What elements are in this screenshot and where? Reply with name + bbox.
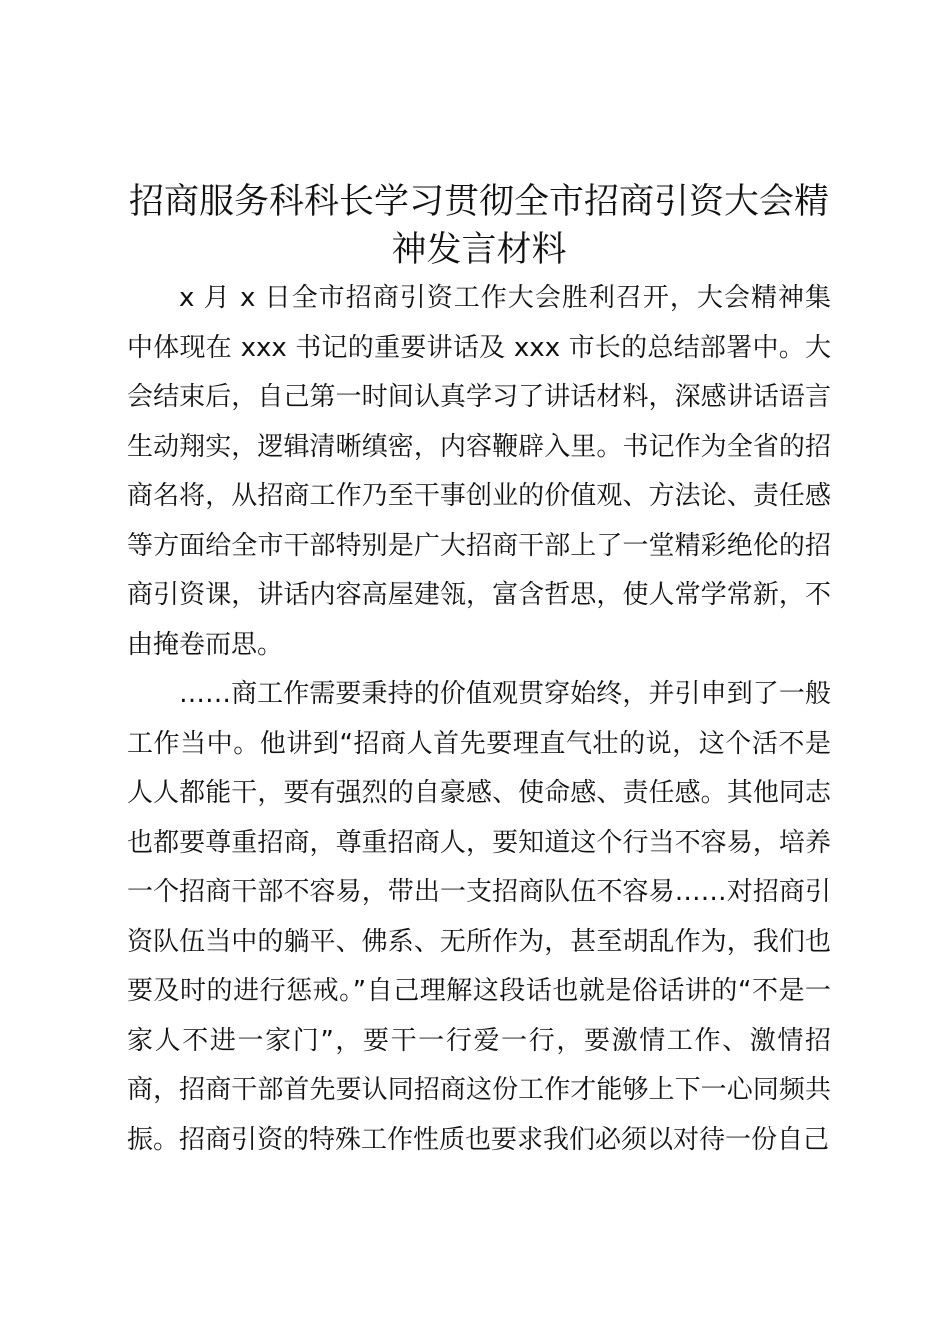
body-paragraph-1: x 月 x 日全市招商引资工作大会胜利召开，大会精神集中体现在 xxx 书记的重要讲话及 xxx 市长的总结部署中。大会结束后，自己第一时间认真学习了讲话材料，深感讲话语言生动翔实，逻辑清晰缜密，内容鞭辟入里。书记作为全省的招商名将，从招商工作乃至干事创业的价值观、方法论、责任感等方面给全市干部特别是广大招商干部上了一堂精彩绝伦的招商引资课，讲话内容高屋建瓴，富含哲思，使人常学常新，不由掩卷而思。	[127, 283, 831, 660]
body-paragraph-2: ……商工作需要秉持的价值观贯穿始终，并引申到了一般工作当中。他讲到“招商人首先要理直气壮的说，这个活不是人人都能干，要有强烈的自豪感、使命感、责任感。其他同志也都要尊重招商，尊重招商人，要知道这个行当不容易，培养一个招商干部不容易，带出一支招商队伍不容易……对招商引资队伍当中的躺平、佛系、无所作为，甚至胡乱作为，我们也要及时的进行惩戒。”自己理解这段话也就是俗话讲的“不是一家人不进一家门”，要干一行爱一行，要激情工作、激情招商，招商干部首先要认同招商这份工作才能够上下一心同频共振。招商引资的特殊工作性质也要求我们必须以对待一份自己	[127, 679, 831, 1155]
document-title: 招商服务科科长学习贯彻全市招商引资大会精神发言材料	[128, 182, 829, 270]
document-page	[127, 178, 831, 1165]
